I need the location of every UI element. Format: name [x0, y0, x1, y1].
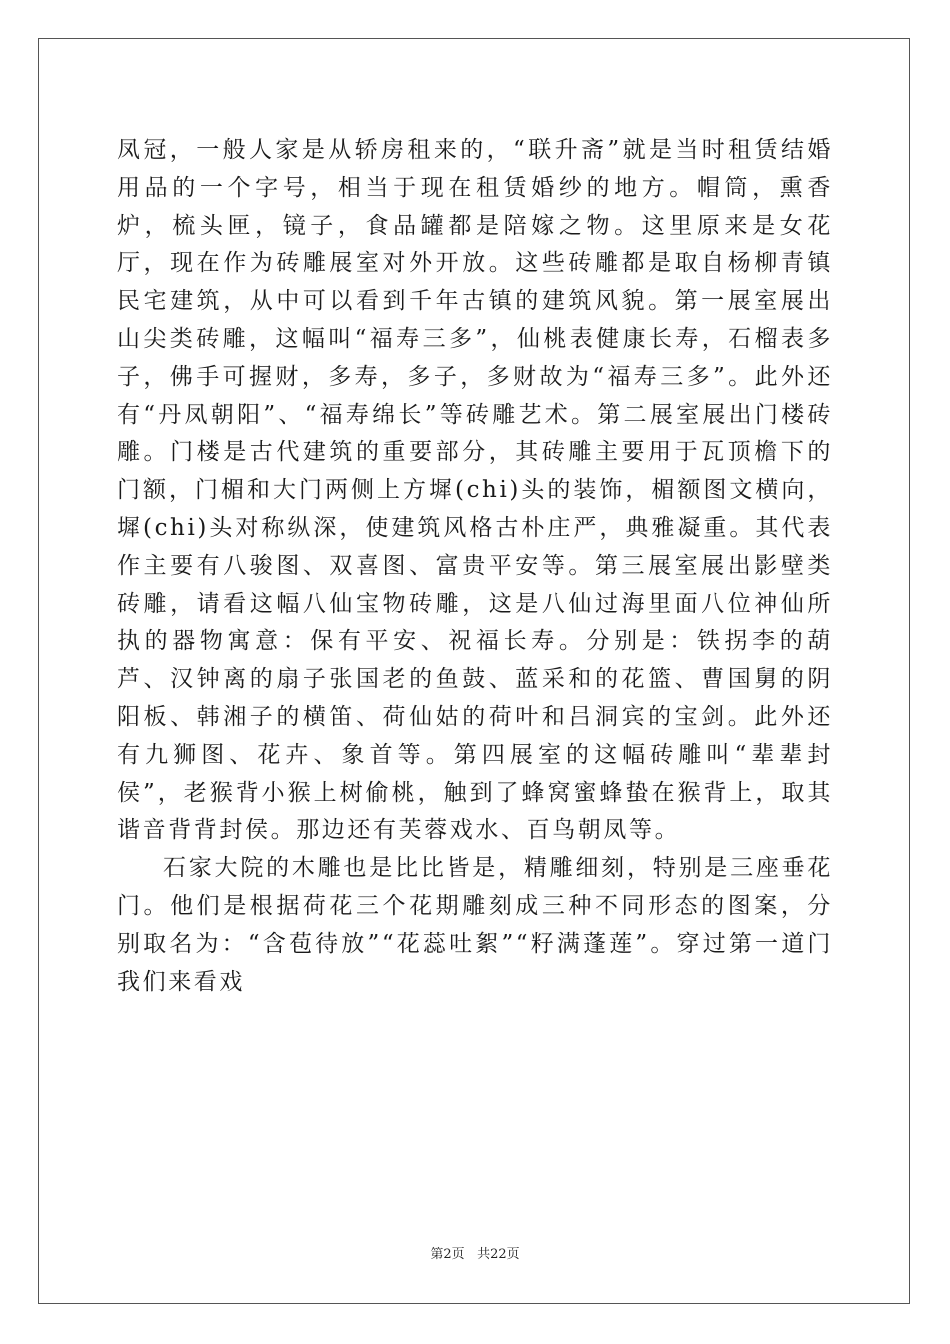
page-total: 共22页: [477, 1247, 520, 1262]
paragraph-1: 凤冠，一般人家是从轿房租来的，“联升斋”就是当时租赁结婚用品的一个字号，相当于现在租赁婚纱的地方。帽筒，熏香炉，梳头匣，镜子，食品罐都是陪嫁之物。这里原来是女花厅，现在作为砖雕展室对外开放。这些砖雕都是取自杨柳青镇民宅建筑，从中可以看到千年古镇的建筑风貌。第一展室展出山尖类砖雕，这幅叫“福寿三多”，仙桃表健康长寿，石榴表多子，佛手可握财，多寿，多子，多财故为“福寿三多”。此外还有“丹凤朝阳”、“福寿绵长”等砖雕艺术。第二展室展出门楼砖雕。门楼是古代建筑的重要部分，其砖雕主要用于瓦顶檐下的门额，门楣和大门两侧上方墀(chi)头的装饰，楣额图文横向，墀(chi)头对称纵深，使建筑风格古朴庄严，典雅凝重。其代表作主要有八骏图、双喜图、富贵平安等。第三展室展出影壁类砖雕，请看这幅八仙宝物砖雕，这是八仙过海里面八位神仙所执的器物寓意：保有平安、祝福长寿。分别是：铁拐李的葫芦、汉钟离的扇子张国老的鱼鼓、蓝采和的花篮、曹国舅的阴阳板、韩湘子的横笛、荷仙姑的荷叶和吕洞宾的宝剑。此外还有九狮图、花卉、象首等。第四展室的这幅砖雕叫“辈辈封侯”，老猴背小猴上树偷桃，触到了蜂窝蜜蜂蛰在猴背上，取其谐音背背封侯。那边还有芙蓉戏水、百鸟朝凤等。: [117, 137, 833, 844]
document-body: [117, 132, 833, 1001]
page-footer: [0, 1243, 950, 1262]
paragraph-2: 石家大院的木雕也是比比皆是，精雕细刻，特别是三座垂花门。他们是根据荷花三个花期雕刻成三种不同形态的图案，分别取名为：“含苞待放”“花蕊吐絮”“籽满蓬莲”。穿过第一道门我们来看戏: [117, 855, 833, 995]
page-number: 第2页: [430, 1247, 465, 1262]
